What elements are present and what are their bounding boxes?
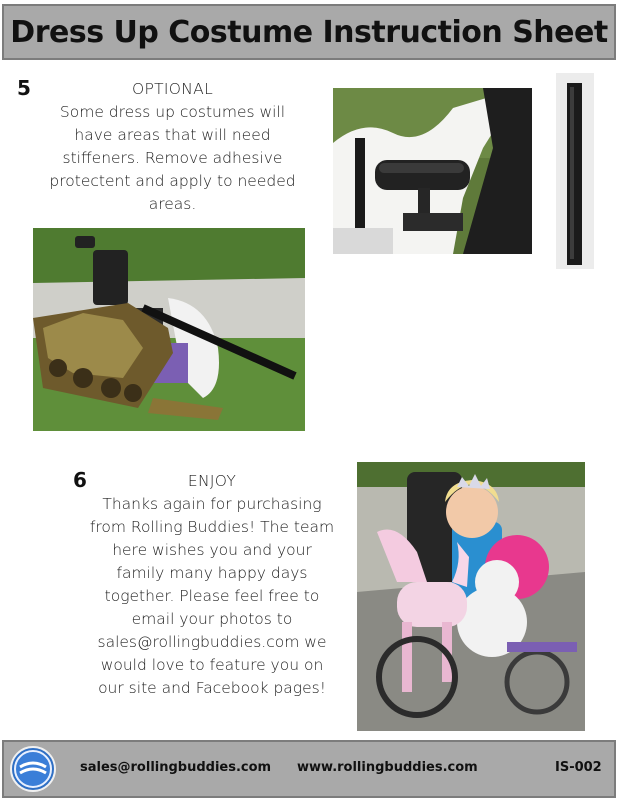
step-5-number: 5 — [17, 76, 31, 100]
footer-bar — [2, 740, 616, 798]
step-5-line: protectent and apply to needed — [49, 172, 296, 190]
step-5-text — [40, 78, 305, 216]
step-5-title: OPTIONAL — [131, 80, 214, 98]
step-5-line: Some dress up costumes will — [59, 103, 286, 121]
step-6-number: 6 — [73, 468, 87, 492]
step-6-line: email your photos to — [131, 610, 293, 628]
logo-emblem — [14, 750, 52, 788]
step-6-line: our site and Facebook pages! — [98, 679, 326, 697]
step-5-line: have areas that will need — [74, 126, 271, 144]
step-6-line: sales@rollingbuddies.com we — [97, 633, 327, 651]
step-6-line: from Rolling Buddies! The team — [89, 518, 335, 536]
footer-email-link[interactable]: sales@rollingbuddies.com — [80, 760, 272, 775]
footer-website-link[interactable]: www.rollingbuddies.com — [297, 760, 478, 775]
step-6-line: here wishes you and your — [112, 541, 312, 559]
unicorn-photo — [357, 462, 585, 731]
step-6-line: would love to feature you on — [100, 656, 324, 674]
step-6-title: ENJOY — [187, 472, 237, 490]
step-6-line: together. Please feel free to — [104, 587, 320, 605]
document-id: IS-002 — [555, 760, 602, 775]
step-6-line: family many happy days — [116, 564, 308, 582]
armrest-photo — [333, 88, 532, 254]
step-5-line: stiffeners. Remove adhesive — [62, 149, 283, 167]
step-6-line: Thanks again for purchasing — [102, 495, 322, 513]
tank-photo — [33, 228, 305, 431]
page-title: Dress Up Costume Instruction Sheet — [10, 14, 608, 50]
step-6-text — [86, 470, 338, 700]
logo-wordmark-icon — [18, 759, 48, 779]
title-banner — [2, 4, 616, 60]
step-5-line: areas. — [148, 195, 197, 213]
rolling-buddies-logo — [10, 746, 56, 792]
stiffener-photo — [556, 73, 594, 269]
